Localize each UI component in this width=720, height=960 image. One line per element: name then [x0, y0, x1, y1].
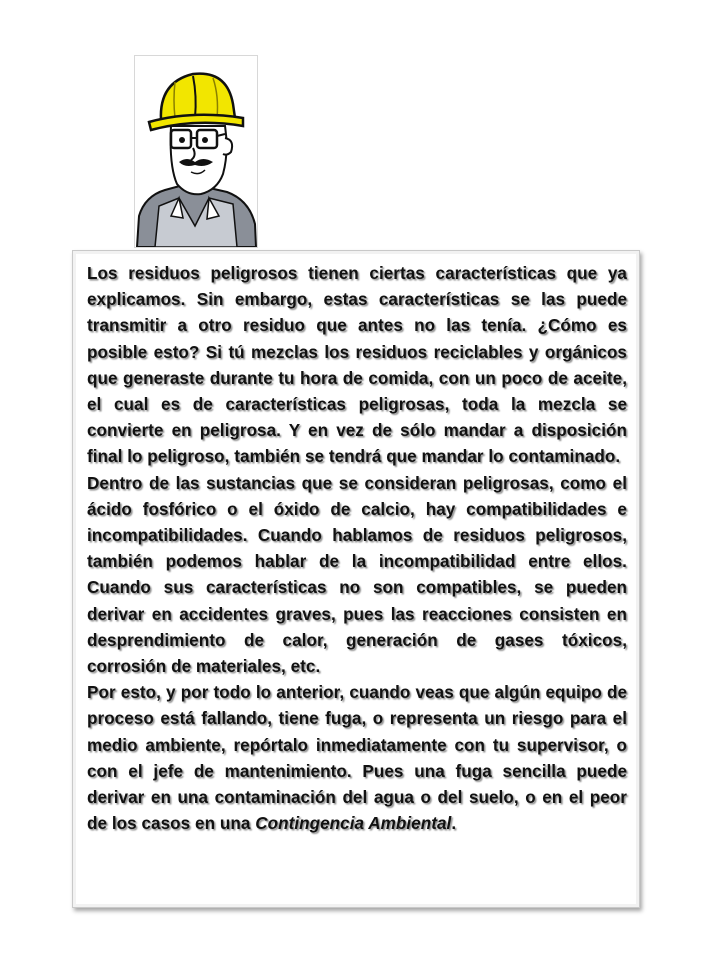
- paragraph-3-end: .: [451, 814, 457, 834]
- worker-icon: [135, 56, 257, 247]
- worker-illustration: [134, 55, 258, 248]
- paragraph-2: Dentro de las sustancias que se consideran peligrosas, como el ácido fosfórico o el óxido de calcio, hay compatibilidades e incompatibilidades. Cuando hablamos de residuos peligrosos, también podemos hablar de la incompatibilidad entre ellos. Cuando sus características no son compatibles, se pueden derivar en accidentes graves, pues las reacciones consisten en desprendimiento de calor, generación de gases tóxicos, corrosión de materiales, etc.: [87, 473, 627, 677]
- paragraph-3: [87, 680, 627, 837]
- paragraph-3-emphasis: Contingencia Ambiental: [255, 814, 452, 834]
- text-box: [72, 250, 640, 908]
- paragraph-3-main: Por esto, y por todo lo anterior, cuando veas que algún equipo de proceso está fallando, tiene fuga, o representa un riesgo para el medio ambiente, repórtalo inmediatamente con tu supervisor, o con el jefe de mantenimiento. Pues una fuga sencilla puede derivar en una contaminación del agua o del suelo, o en el peor de los casos en una: [87, 683, 627, 834]
- paragraph-1: Los residuos peligrosos tienen ciertas características que ya explicamos. Sin embargo, estas características se las puede transmitir a otro residuo que antes no las tenía. ¿Cómo es posible esto? Si tú mezclas los residuos reciclables y orgánicos que generaste durante tu hora de comida, con un poco de aceite, el cual es de características peligrosas, toda la mezcla se convierte en peligrosa. Y en vez de sólo mandar a disposición final lo peligroso, también se tendrá que mandar lo contaminado.: [87, 264, 627, 467]
